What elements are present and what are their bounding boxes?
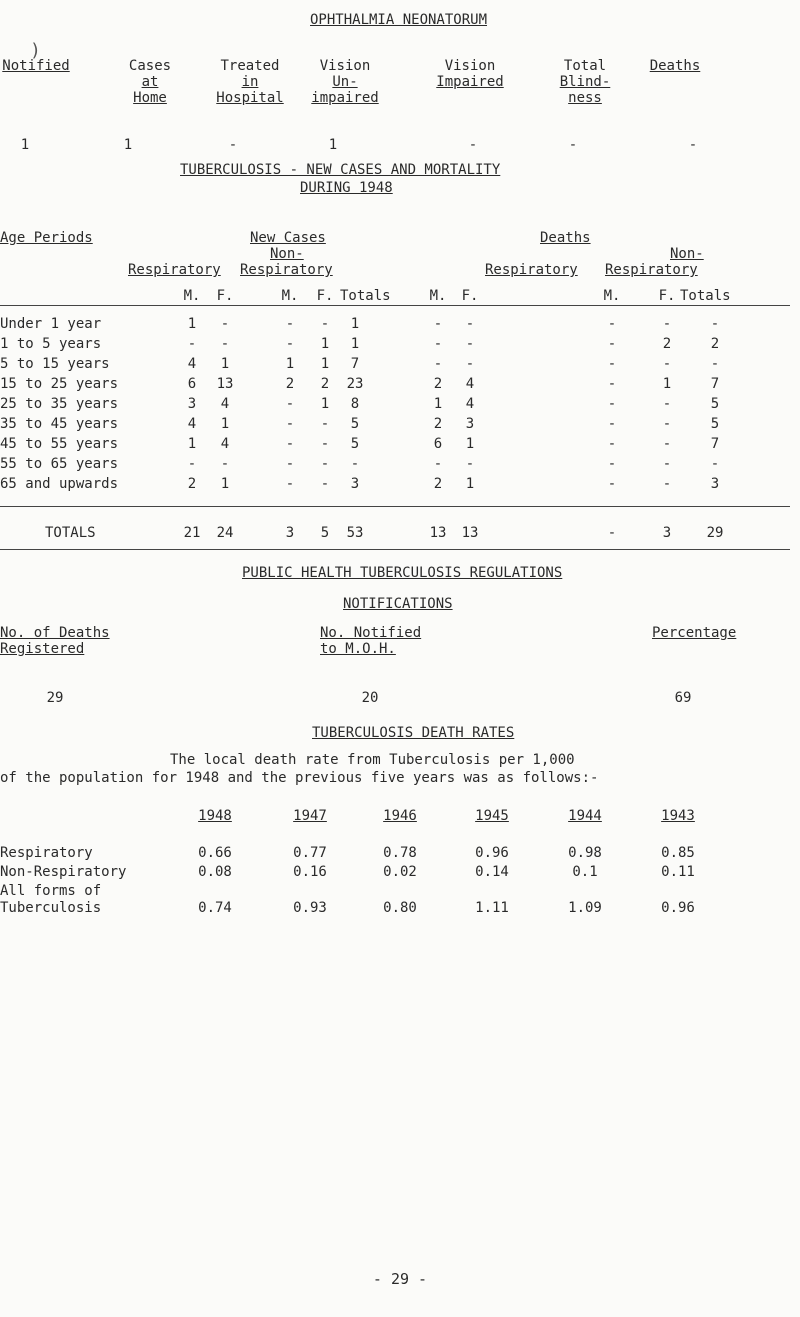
table-cell: -	[465, 356, 475, 372]
col-label: M.	[429, 288, 447, 304]
rate-cell: 0.14	[475, 864, 509, 880]
col-label: M.	[281, 288, 299, 304]
col-label: M.	[183, 288, 201, 304]
table-cell: 1	[465, 436, 475, 452]
rate-year: 1946	[383, 808, 417, 824]
table-cell: -	[710, 456, 720, 472]
age-period-label: 25 to 35 years	[0, 396, 119, 412]
table-cell: -	[350, 456, 360, 472]
table-cell: -	[285, 476, 295, 492]
rate-year: 1948	[198, 808, 232, 824]
col-label: Totals	[340, 288, 391, 304]
page-number: - 29 -	[372, 1270, 428, 1288]
table-cell: 4	[187, 416, 197, 432]
table-cell: -	[465, 456, 475, 472]
totals-cell: 24	[216, 525, 234, 541]
new-non-respiratory-label: Respiratory	[240, 262, 333, 278]
table-cell: -	[433, 336, 443, 352]
table-cell: 6	[187, 376, 197, 392]
table-cell: -	[220, 336, 230, 352]
table-cell: -	[320, 316, 330, 332]
table-cell: 8	[350, 396, 360, 412]
age-period-label: 45 to 55 years	[0, 436, 119, 452]
table-cell: -	[710, 356, 720, 372]
table-cell: 1	[662, 376, 672, 392]
table-cell: -	[285, 416, 295, 432]
header-vision-unimpaired	[300, 58, 390, 106]
col-label: F.	[216, 288, 234, 304]
rate-cell: 0.93	[293, 900, 327, 916]
notified-header	[320, 625, 421, 657]
table-cell: 2	[433, 376, 443, 392]
table-cell: 4	[220, 436, 230, 452]
rate-cell: 0.1	[572, 864, 598, 880]
table-cell: 1	[285, 356, 295, 372]
age-period-label: 65 and upwards	[0, 476, 119, 492]
totals-cell: 21	[183, 525, 201, 541]
age-period-label: 1 to 5 years	[0, 336, 102, 352]
rate-cell: 1.11	[475, 900, 509, 916]
value-impaired: -	[468, 137, 478, 153]
table-rule-bottom	[0, 549, 790, 550]
corner-mark: )	[30, 40, 41, 61]
rate-cell: 0.85	[661, 845, 695, 861]
table-cell: 7	[350, 356, 360, 372]
deaths-respiratory-label: Respiratory	[485, 262, 578, 278]
table-cell: -	[465, 336, 475, 352]
rate-year: 1945	[475, 808, 509, 824]
header-line: impaired	[311, 90, 379, 106]
table-cell: 4	[465, 396, 475, 412]
table-cell: 1	[350, 316, 360, 332]
table-cell: 1	[187, 316, 197, 332]
percentage-value: 69	[674, 690, 692, 706]
rate-cell: 0.98	[568, 845, 602, 861]
table-cell: -	[607, 376, 617, 392]
table-cell: 2	[320, 376, 330, 392]
tb-subtitle: DURING 1948	[300, 180, 393, 196]
table-cell: -	[662, 356, 672, 372]
table-cell: 1	[320, 396, 330, 412]
table-cell: -	[607, 456, 617, 472]
header-line: Treated	[220, 58, 280, 74]
header-line: Home	[133, 90, 167, 106]
table-cell: 1	[320, 356, 330, 372]
age-periods-header: Age Periods	[0, 230, 93, 246]
totals-label: TOTALS	[45, 525, 96, 541]
table-cell: 2	[433, 476, 443, 492]
rate-year: 1947	[293, 808, 327, 824]
header-deaths: Deaths	[649, 58, 701, 74]
rate-cell: 0.74	[198, 900, 232, 916]
header-line: Un-	[332, 74, 358, 90]
header-line: Vision	[319, 58, 371, 74]
table-cell: 1	[220, 356, 230, 372]
table-cell: 1	[187, 436, 197, 452]
header-total-blindness	[540, 58, 630, 106]
header-cases-at-home	[115, 58, 185, 106]
deaths-non-label: Non-	[670, 246, 704, 262]
table-cell: -	[607, 356, 617, 372]
table-cell: -	[433, 356, 443, 372]
table-cell: 4	[220, 396, 230, 412]
table-rule-totals	[0, 506, 790, 507]
table-cell: 23	[346, 376, 364, 392]
table-cell: -	[465, 316, 475, 332]
rate-cell: 0.96	[475, 845, 509, 861]
death-rates-title: TUBERCULOSIS DEATH RATES	[312, 725, 515, 741]
table-cell: -	[607, 416, 617, 432]
tb-title: TUBERCULOSIS - NEW CASES AND MORTALITY	[180, 162, 501, 178]
table-cell: 7	[710, 436, 720, 452]
table-rule-top	[0, 305, 790, 306]
percentage-header: Percentage	[652, 625, 737, 641]
table-cell: -	[285, 456, 295, 472]
table-cell: -	[187, 336, 197, 352]
table-cell: -	[220, 456, 230, 472]
table-cell: -	[607, 316, 617, 332]
table-cell: -	[662, 436, 672, 452]
totals-cell: 13	[461, 525, 479, 541]
table-cell: 7	[710, 376, 720, 392]
table-cell: 1	[350, 336, 360, 352]
table-cell: -	[187, 456, 197, 472]
value-notified: 1	[20, 137, 30, 153]
header-line: Blind-	[559, 74, 611, 90]
header-line: Vision	[444, 58, 496, 74]
header-line: to M.O.H.	[320, 641, 396, 657]
table-cell: -	[607, 476, 617, 492]
age-period-label: 55 to 65 years	[0, 456, 119, 472]
table-cell: 2	[187, 476, 197, 492]
rate-cell: 0.11	[661, 864, 695, 880]
col-label: F.	[658, 288, 676, 304]
age-period-label: 5 to 15 years	[0, 356, 110, 372]
table-cell: -	[662, 416, 672, 432]
rate-row-label: Tuberculosis	[0, 900, 102, 916]
table-cell: -	[320, 456, 330, 472]
rate-year: 1944	[568, 808, 602, 824]
regulations-title: PUBLIC HEALTH TUBERCULOSIS REGULATIONS	[242, 565, 563, 581]
value-deaths: -	[688, 137, 698, 153]
table-cell: 3	[710, 476, 720, 492]
table-cell: 1	[465, 476, 475, 492]
new-non-label: Non-	[270, 246, 304, 262]
header-vision-impaired	[425, 58, 515, 90]
col-label: F.	[461, 288, 479, 304]
totals-cell: 3	[662, 525, 672, 541]
table-cell: -	[662, 456, 672, 472]
totals-cell: 29	[706, 525, 724, 541]
table-cell: 3	[187, 396, 197, 412]
notifications-subtitle: NOTIFICATIONS	[343, 596, 453, 612]
header-line: Impaired	[436, 74, 504, 90]
table-cell: -	[285, 396, 295, 412]
totals-cell: -	[607, 525, 617, 541]
rate-cell: 0.77	[293, 845, 327, 861]
rate-cell: 0.78	[383, 845, 417, 861]
table-cell: 5	[350, 416, 360, 432]
table-cell: 5	[350, 436, 360, 452]
table-cell: 2	[433, 416, 443, 432]
age-period-label: 35 to 45 years	[0, 416, 119, 432]
table-cell: -	[662, 476, 672, 492]
new-cases-header: New Cases	[250, 230, 326, 246]
table-cell: 2	[662, 336, 672, 352]
death-rates-intro-line1: The local death rate from Tuberculosis per 1,000	[170, 752, 575, 768]
table-cell: -	[433, 456, 443, 472]
rate-cell: 0.02	[383, 864, 417, 880]
col-label: F.	[316, 288, 334, 304]
table-cell: 1	[320, 336, 330, 352]
table-cell: 5	[710, 416, 720, 432]
table-cell: 1	[220, 416, 230, 432]
rate-row-label: All forms of	[0, 883, 102, 899]
table-cell: 4	[465, 376, 475, 392]
header-line: ness	[568, 90, 602, 106]
header-line: No. Notified	[320, 625, 422, 641]
rate-cell: 0.80	[383, 900, 417, 916]
table-cell: -	[320, 416, 330, 432]
rate-cell: 0.16	[293, 864, 327, 880]
totals-cell: 3	[285, 525, 295, 541]
rate-year: 1943	[661, 808, 695, 824]
totals-cell: 13	[429, 525, 447, 541]
rate-cell: 0.66	[198, 845, 232, 861]
col-label: Totals	[680, 288, 731, 304]
header-line: Cases	[128, 58, 172, 74]
table-cell: 1	[433, 396, 443, 412]
col-label: M.	[603, 288, 621, 304]
table-cell: -	[607, 436, 617, 452]
table-cell: 6	[433, 436, 443, 452]
table-cell: 2	[285, 376, 295, 392]
table-cell: 3	[465, 416, 475, 432]
totals-cell: 5	[320, 525, 330, 541]
table-cell: -	[320, 436, 330, 452]
age-period-label: 15 to 25 years	[0, 376, 119, 392]
value-unimpaired: 1	[328, 137, 338, 153]
header-line: Total	[563, 58, 607, 74]
rate-cell: 0.08	[198, 864, 232, 880]
table-cell: -	[320, 476, 330, 492]
table-cell: 1	[220, 476, 230, 492]
value-treated: -	[228, 137, 238, 153]
deaths-registered-value: 29	[46, 690, 64, 706]
table-cell: -	[662, 396, 672, 412]
value-cases-at-home: 1	[123, 137, 133, 153]
totals-cell: 53	[346, 525, 364, 541]
header-treated-in-hospital	[195, 58, 305, 106]
table-cell: 2	[710, 336, 720, 352]
ophthalmia-title: OPHTHALMIA NEONATORUM	[310, 12, 488, 28]
table-cell: 5	[710, 396, 720, 412]
rate-cell: 1.09	[568, 900, 602, 916]
age-period-label: Under 1 year	[0, 316, 102, 332]
header-notified: Notified	[2, 58, 70, 74]
rate-row-label: Respiratory	[0, 845, 93, 861]
table-cell: 4	[187, 356, 197, 372]
header-line: in	[241, 74, 259, 90]
table-cell: -	[285, 436, 295, 452]
rate-row-label: Non-Respiratory	[0, 864, 127, 880]
new-respiratory-label: Respiratory	[128, 262, 221, 278]
deaths-header: Deaths	[540, 230, 591, 246]
table-cell: -	[220, 316, 230, 332]
table-cell: -	[607, 396, 617, 412]
table-cell: 13	[216, 376, 234, 392]
value-blindness: -	[568, 137, 578, 153]
header-line: Registered	[0, 641, 85, 657]
deaths-registered-header	[0, 625, 110, 657]
table-cell: -	[433, 316, 443, 332]
table-cell: -	[662, 316, 672, 332]
rate-cell: 0.96	[661, 900, 695, 916]
table-cell: -	[285, 336, 295, 352]
table-cell: -	[710, 316, 720, 332]
header-line: Hospital	[216, 90, 284, 106]
deaths-non-respiratory-label: Respiratory	[605, 262, 698, 278]
table-cell: -	[607, 336, 617, 352]
header-line: at	[141, 74, 159, 90]
table-cell: -	[285, 316, 295, 332]
death-rates-intro-line2: of the population for 1948 and the previous five years was as follows:-	[0, 770, 599, 786]
table-cell: 3	[350, 476, 360, 492]
header-line: No. of Deaths	[0, 625, 110, 641]
notified-value: 20	[361, 690, 379, 706]
